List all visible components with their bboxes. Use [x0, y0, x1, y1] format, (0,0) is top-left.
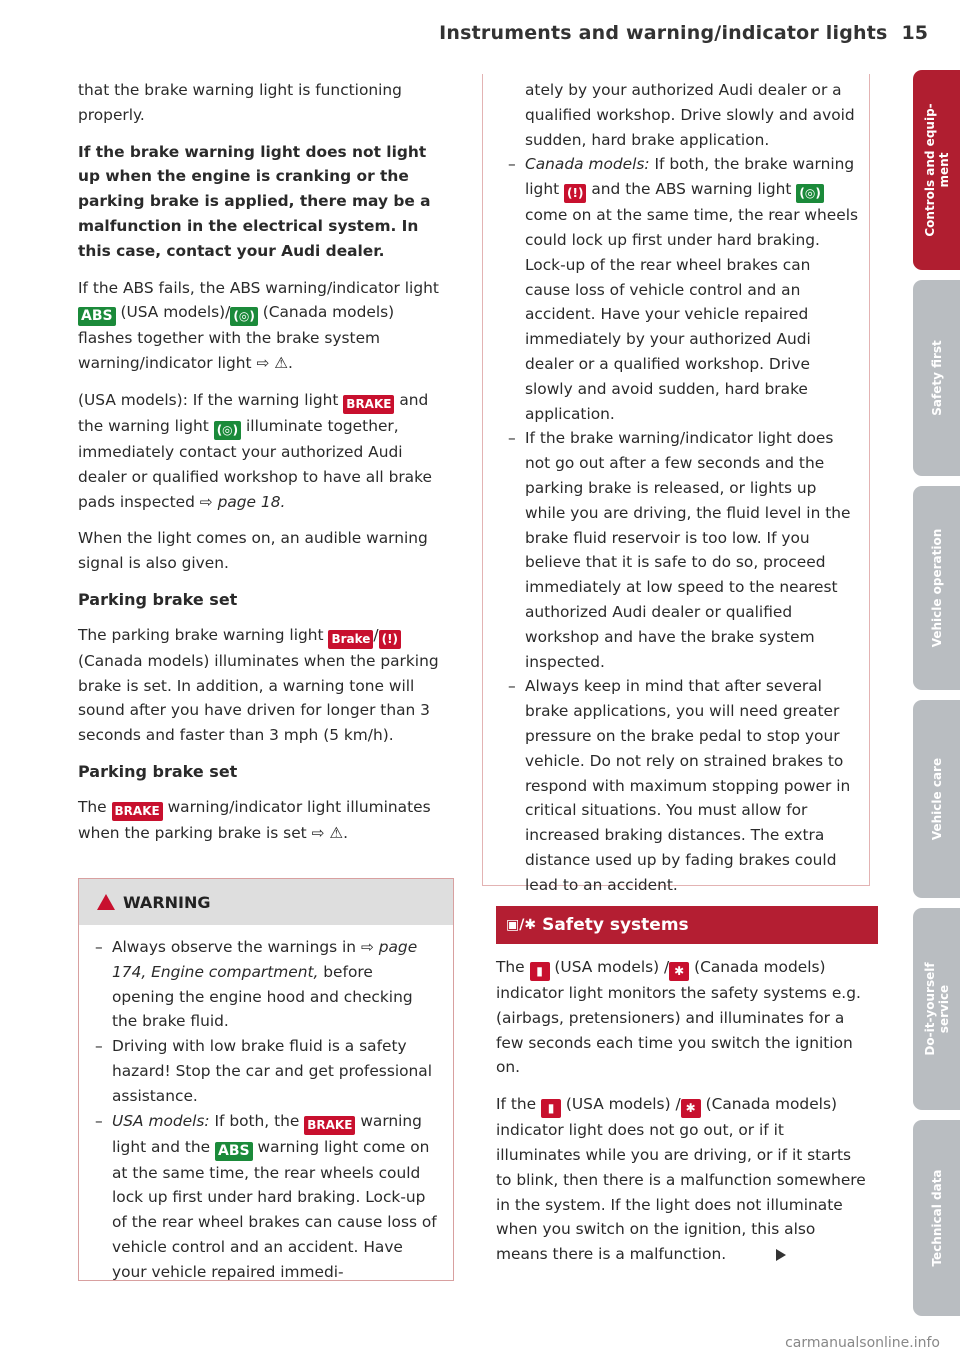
list-item — [95, 1109, 437, 1285]
brake-icon: BRAKE — [304, 1116, 355, 1135]
paragraph: that the brake warning light is functioning properly. — [78, 81, 402, 124]
tab-label: Vehicle care — [929, 757, 944, 841]
warning-triangle-icon — [97, 894, 115, 910]
page-header — [400, 22, 928, 52]
text: and the warning light — [78, 390, 429, 435]
tab-vehicle-care[interactable] — [913, 700, 960, 898]
text: (Canada models) indicator light does not go out, or if it illuminates while you are driving, or if it starts to blink, then there is a malfunction somewhere in the system. If the light does not illuminate when you switch on the ignition, this also means there is a malfunction. — [496, 1095, 866, 1264]
airbag-canada-icon: ✱ — [681, 1099, 701, 1118]
text: come on at the same time, the rear wheels could lock up first under hard braking. Lock-up of the rear wheel brakes can cause loss of vehicle control and an accident. Have your vehicle repaired immediately by your authorized Audi dealer or a qualified workshop. Drive slowly and avoid sudden, hard brake application. — [525, 206, 858, 423]
text: (USA models): If the warning light — [78, 390, 344, 409]
text: warning light and the — [112, 1111, 422, 1156]
section-title: Instruments and warning/indicator lights — [439, 22, 888, 44]
left-column — [78, 78, 450, 858]
warning-title: WARNING — [123, 892, 211, 912]
text: (USA models) / — [561, 1095, 681, 1114]
abs-icon: ABS — [215, 1142, 253, 1161]
text: / — [373, 625, 379, 644]
tab-label: Technical data — [929, 1169, 944, 1267]
text: (Canada models) illuminates when the parking brake is set. In addition, a warning tone will sound after you have driven for longer than 3 seconds and faster than 3 mph (5 km/h). — [78, 651, 439, 745]
text: (USA models)/ — [115, 303, 231, 322]
tab-controls-and-equipment[interactable] — [913, 70, 960, 270]
text: warning light come on at the same time, the rear wheels could lock up first under hard braking. Lock-up of the rear wheel brakes can cause loss of vehicle control and an accident. Have your vehicle repaired immedi- — [112, 1137, 437, 1281]
safety-section — [496, 955, 868, 1279]
brake-canada-icon: (!) — [379, 630, 401, 649]
list-item-continued: ately by your authorized Audi dealer or a qualified workshop. Drive slowly and avoid sudden, hard brake application. — [525, 81, 855, 149]
paragraph — [496, 955, 868, 1080]
airbag-canada-icon: ✱ — [669, 962, 689, 981]
tab-label: Controls and equip- ment — [922, 103, 951, 237]
text: before opening the engine hood and checking the brake fluid. — [112, 962, 413, 1031]
paragraph — [78, 623, 450, 748]
tab-safety-first[interactable] — [913, 280, 960, 476]
text: (Canada models) flashes together with the brake system warning/indicator light ⇨ ⚠. — [78, 303, 395, 373]
text: If both, the — [209, 1111, 305, 1130]
safety-heading: Safety systems — [542, 915, 689, 935]
list-item: – Always keep in mind that after several brake applications, you will need greater pressure on the brake pedal to stop your vehicle. Do not rely on strained brakes to respond with maximum stopping power in critical situations. You must allow for increased braking distances. The extra distance used up by fading brakes could lead to an accident. — [508, 674, 858, 897]
abs-canada-icon: (◎) — [230, 307, 257, 326]
paragraph — [78, 276, 450, 376]
tab-technical-data[interactable] — [913, 1120, 960, 1316]
airbag-usa-icon: ▮ — [541, 1099, 561, 1118]
airbag-usa-icon: ▮ — [530, 962, 550, 981]
list-item: – If the brake warning/indicator light does not go out after a few seconds and the parking brake is released, or lights up while you are driving, the fluid level in the brake fluid reservoir is too low. If you believe that it is safe to do so, proceed immediately at low speed to the nearest authorized Audi dealer or qualified workshop and have the brake system inspected. — [508, 426, 858, 674]
right-column — [508, 78, 858, 898]
text: and the ABS warning light — [586, 180, 797, 199]
airbag-icon: ▣/✱ — [506, 917, 537, 933]
paragraph — [78, 388, 450, 514]
subheading: Parking brake set — [78, 761, 238, 781]
label: Canada models: — [525, 155, 650, 174]
text: warning/indicator light illuminates when the parking brake is set ⇨ ⚠. — [78, 797, 431, 842]
tab-vehicle-operation[interactable] — [913, 486, 960, 690]
abs-canada-icon: (◎) — [796, 184, 823, 203]
brake-icon: BRAKE — [112, 802, 163, 821]
page-reference-link[interactable]: ⇨ page 174, Engine compartment, — [112, 938, 418, 981]
page-reference-link[interactable]: ⇨ page 18. — [199, 492, 286, 511]
warning-body — [79, 925, 453, 1285]
text: If the ABS fails, the ABS warning/indicator light — [78, 278, 439, 297]
brake-canada-icon: (!) — [564, 184, 586, 203]
brake-icon: BRAKE — [343, 395, 394, 414]
paragraph — [496, 1092, 868, 1267]
tab-do-it-yourself-service[interactable] — [913, 908, 960, 1110]
text: The parking brake warning light — [78, 625, 329, 644]
text: The — [78, 797, 112, 816]
continue-arrow-icon — [776, 1249, 786, 1261]
list-item — [95, 935, 437, 1034]
abs-canada-icon: (◎) — [214, 421, 241, 440]
safety-systems-heading-bar — [496, 906, 878, 944]
text: Always observe the warnings in — [112, 938, 361, 956]
warning-box — [78, 878, 454, 1281]
footer-watermark: carmanualsonline.info — [785, 1335, 940, 1351]
tab-label: Vehicle operation — [929, 528, 944, 648]
list-item: – Driving with low brake fluid is a safety hazard! Stop the car and get professional assistance. — [95, 1034, 437, 1108]
paragraph — [78, 795, 450, 846]
list-item — [508, 152, 858, 426]
text: If the — [496, 1095, 541, 1114]
label: USA models: — [112, 1111, 210, 1130]
tab-label: Safety first — [929, 340, 944, 416]
text: (USA models) / — [549, 958, 670, 976]
text: (Canada models) indicator light monitors the safety systems e.g. (airbags, pretensioners) and illuminates for a few seconds each time you switch the ignition on. — [496, 958, 861, 1077]
brake-lower-icon: Brake — [328, 630, 373, 649]
text: If both, the brake warning light — [525, 155, 855, 199]
page-number: 15 — [901, 22, 928, 44]
warning-header — [79, 879, 453, 925]
abs-icon: ABS — [78, 307, 116, 326]
text: The — [496, 958, 530, 976]
paragraph-bold: If the brake warning light does not light up when the engine is cranking or the parking brake is applied, there may be a malfunction in the electrical system. In this case, contact your Audi dealer. — [78, 142, 431, 260]
paragraph: When the light comes on, an audible warning signal is also given. — [78, 529, 428, 573]
tab-label: Do-it-yourself service — [922, 962, 951, 1056]
text: illuminate together, immediately contact your authorized Audi dealer or qualified workshop to have all brake pads inspected — [78, 416, 432, 511]
subheading: Parking brake set — [78, 589, 238, 609]
